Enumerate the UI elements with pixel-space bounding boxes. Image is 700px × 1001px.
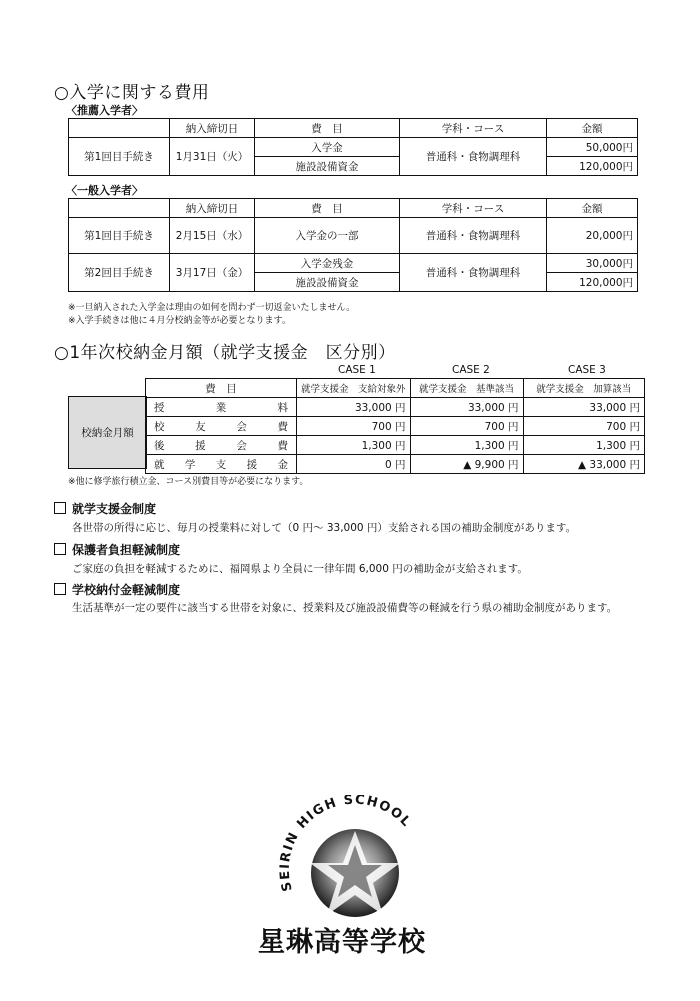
fee-item-cell bbox=[146, 436, 297, 455]
suisen-table bbox=[68, 118, 638, 176]
fee-item-char: 費 bbox=[277, 420, 288, 433]
fee-value: 1,300 円 bbox=[297, 436, 411, 455]
fee-value: 33,000 円 bbox=[297, 398, 411, 417]
course-cell: 普通科・食物調理科 bbox=[400, 138, 547, 176]
header-amount: 金額 bbox=[547, 119, 638, 138]
step-cell: 第1回目手続き bbox=[69, 218, 170, 254]
ippan-label: 〈一般入学者〉 bbox=[66, 184, 143, 197]
logo-arc-text: SEIRIN HIGH SCHOOL bbox=[277, 795, 415, 893]
fee-item-char: 学 bbox=[184, 458, 196, 471]
case2-label: CASE 2 bbox=[452, 364, 490, 376]
item-cell: 入学金の一部 bbox=[255, 218, 400, 254]
header-item: 費 目 bbox=[255, 119, 400, 138]
fee-value: 700 円 bbox=[410, 417, 523, 436]
step-cell: 第2回目手続き bbox=[69, 254, 170, 292]
system-text: ご家庭の負担を軽減するために、福岡県より全員に一律年間 6,000 円の補助金が支給されます。 bbox=[72, 563, 528, 575]
fee-item-char: 費 bbox=[277, 439, 288, 452]
date-cell: 3月17日（金） bbox=[170, 254, 255, 292]
system-text: 各世帯の所得に応じ、毎月の授業料に対して（0 円～ 33,000 円）支給される国の補助金制度があります。 bbox=[72, 522, 577, 534]
date-cell: 2月15日（水） bbox=[170, 218, 255, 254]
course-cell: 普通科・食物調理科 bbox=[400, 218, 547, 254]
section2-note: ※他に修学旅行積立金、コース別費目等が必要になります。 bbox=[68, 477, 309, 487]
fee-value: 33,000 円 bbox=[523, 398, 644, 417]
section2-title: ○1年次校納金月額（就学支援金 区分別） bbox=[54, 343, 396, 363]
ippan-table bbox=[68, 198, 638, 292]
group-label: 校納金月額 bbox=[68, 396, 147, 469]
school-name: 星琳高等学校 bbox=[258, 927, 426, 958]
amount-cell: 50,000円 bbox=[547, 138, 638, 157]
system-title-text: 学校納付金軽減制度 bbox=[72, 583, 181, 597]
fee-item-char: 会 bbox=[236, 420, 247, 433]
fee-value: 700 円 bbox=[297, 417, 411, 436]
case1-label: CASE 1 bbox=[338, 364, 376, 376]
header-blank bbox=[69, 199, 170, 218]
fee-item-cell bbox=[146, 398, 297, 417]
section1-title: ○入学に関する費用 bbox=[54, 83, 210, 103]
fee-item-char: 友 bbox=[195, 420, 206, 433]
amount-cell: 30,000円 bbox=[547, 254, 638, 273]
monthly-fee-table bbox=[145, 378, 645, 474]
fee-item-char: 援 bbox=[246, 458, 258, 471]
header-course: 学科・コース bbox=[400, 119, 547, 138]
date-cell: 1月31日（火） bbox=[170, 138, 255, 176]
fee-value: 33,000 円 bbox=[410, 398, 523, 417]
header-blank bbox=[69, 119, 170, 138]
item-cell: 入学金残金 bbox=[255, 254, 400, 273]
header-case2: 就学支援金 基準該当 bbox=[410, 379, 523, 398]
fee-item-char: 業 bbox=[215, 401, 227, 414]
system-title-text: 就学支援金制度 bbox=[72, 502, 157, 516]
checkbox-icon bbox=[54, 502, 66, 514]
header-amount: 金額 bbox=[547, 199, 638, 218]
step-cell: 第1回目手続き bbox=[69, 138, 170, 176]
header-course: 学科・コース bbox=[400, 199, 547, 218]
system-title bbox=[54, 500, 156, 517]
fee-value: 1,300 円 bbox=[523, 436, 644, 455]
item-cell: 施設設備資金 bbox=[255, 273, 400, 292]
fee-item-char: 会 bbox=[236, 439, 247, 452]
header-case3: 就学支援金 加算該当 bbox=[523, 379, 644, 398]
system-title bbox=[54, 541, 180, 558]
case3-label: CASE 3 bbox=[568, 364, 606, 376]
fee-item-char: 金 bbox=[277, 458, 288, 471]
fee-item-char: 就 bbox=[154, 458, 165, 471]
system-title-text: 保護者負担軽減制度 bbox=[72, 543, 181, 557]
fee-item-char: 料 bbox=[277, 401, 288, 414]
suisen-label: 〈推薦入学者〉 bbox=[66, 104, 143, 117]
system-title bbox=[54, 581, 180, 598]
note-refund: ※一旦納入された入学金は理由の如何を問わず一切返金いたしません。 bbox=[68, 303, 356, 313]
header-case1: 就学支援金 支給対象外 bbox=[297, 379, 411, 398]
header-item: 費 目 bbox=[255, 199, 400, 218]
fee-item-char: 授 bbox=[154, 401, 165, 414]
fee-item-char: 支 bbox=[215, 458, 227, 471]
fee-value: ▲ 33,000 円 bbox=[523, 455, 644, 474]
checkbox-icon bbox=[54, 583, 66, 595]
header-date: 納入締切日 bbox=[170, 119, 255, 138]
fee-item-cell bbox=[146, 455, 297, 474]
header-date: 納入締切日 bbox=[170, 199, 255, 218]
header-item: 費 目 bbox=[146, 379, 297, 398]
fee-item-char: 校 bbox=[154, 420, 165, 433]
amount-cell: 120,000円 bbox=[547, 273, 638, 292]
fee-value: 0 円 bbox=[297, 455, 411, 474]
school-logo bbox=[270, 795, 440, 925]
fee-item-cell bbox=[146, 417, 297, 436]
course-cell: 普通科・食物調理科 bbox=[400, 254, 547, 292]
item-cell: 入学金 bbox=[255, 138, 400, 157]
fee-value: ▲ 9,900 円 bbox=[410, 455, 523, 474]
fee-item-char: 後 bbox=[154, 439, 165, 452]
note-april: ※入学手続きは他に４月分校納金等が必要となります。 bbox=[68, 316, 291, 326]
fee-value: 700 円 bbox=[523, 417, 644, 436]
system-text: 生活基準が一定の要件に該当する世帯を対象に、授業料及び施設設備費等の軽減を行う県の補助金制度があります。 bbox=[72, 602, 618, 614]
fee-item-char: 援 bbox=[195, 439, 206, 452]
item-cell: 施設設備資金 bbox=[255, 157, 400, 176]
amount-cell: 20,000円 bbox=[547, 218, 638, 254]
checkbox-icon bbox=[54, 543, 66, 555]
amount-cell: 120,000円 bbox=[547, 157, 638, 176]
fee-value: 1,300 円 bbox=[410, 436, 523, 455]
